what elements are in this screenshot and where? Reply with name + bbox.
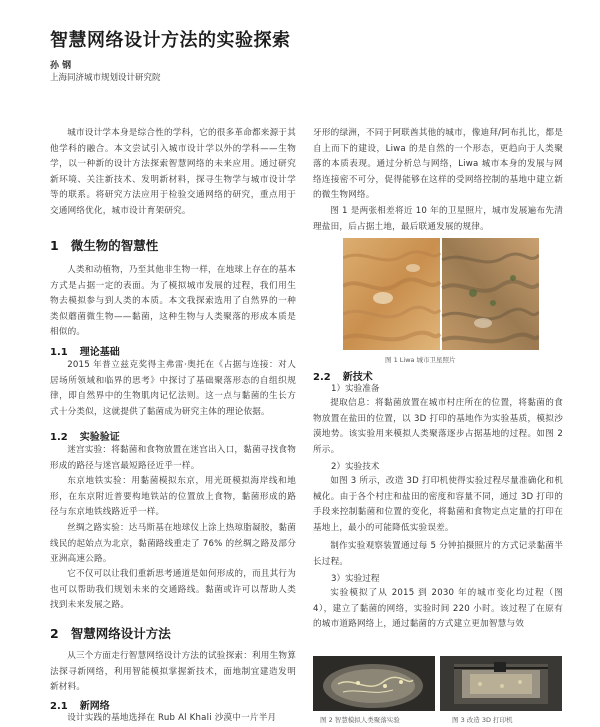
subheading-experiment-tech: 2）实验技术 <box>331 462 380 472</box>
figure-2-photo <box>313 656 435 711</box>
subsection-1-1-paragraph: 2015 年普立兹克奖得主弗雷·奥托在《占据与连接：对人居场所领域和临界的思考》中探讨了基础聚落形态的自组织规律，即自然界中的生物肌肉记忆法则。这一点与黏菌的生长方式十分类似，这就提供了黏菌成为研究主体的理论依据。 <box>50 360 296 417</box>
subsection-title: 实验验证 <box>79 432 120 443</box>
subsection-1-2-heading <box>50 428 120 443</box>
satellite-photo-pair <box>343 238 539 350</box>
modified-3d-printer-photo <box>440 656 562 711</box>
subsection-number: 1.1 <box>50 347 68 358</box>
slime-mold-experiment-photo <box>313 656 435 711</box>
experiment-process-paragraph: 实验模拟了从 2015 到 2030 年的城市变化均过程（图 4），建立了黏菌的网络，实验时间 220 小时。该过程了在原有的城市道路网络上，通过黏菌的方式建立更加智慧与效 <box>313 588 563 630</box>
author-affiliation: 上海同济城市规划设计研究院 <box>50 73 161 83</box>
conclusion-paragraph: 它不仅可以让我们重新思考通道是如何形成的，而且其行为也可以帮助我们规划未来的交通路线。黏菌或许可以帮助人类找到未来发展之路。 <box>50 569 296 611</box>
experiment-prep-paragraph: 提取信息：将黏菌放置在城市村庄所在的位置，将黏菌的食物放置在盐田的位置，以 3D 打印的基地作为实验基质，模拟沙漠地势。该实验用来模拟人类聚落逐步占据基地的过程。如图 2 所示。 <box>313 398 563 455</box>
subsection-title: 新网络 <box>79 701 110 712</box>
subsection-2-1-paragraph: 设计实践的基地选择在 Rub Al Khali 沙漠中一片半月 <box>67 713 277 723</box>
section-1-heading <box>50 236 158 254</box>
section-number: 1 <box>50 238 59 253</box>
subheading-experiment-prep: 1）实验准备 <box>331 384 380 394</box>
section-number: 2 <box>50 626 59 641</box>
author-name: 孙 钢 <box>50 61 72 71</box>
section-1-paragraph: 人类和动植物，乃至其他非生物一样，在地球上存在的基本方式是占据一定的表面。为了模拟城市发展的过程，我们用生物去模拟参与到人类的本质。本文我探索选用了自然界的一种类似蘑菌微生物——黏菌，这种生物与人类聚落的形成本质是相似的。 <box>50 265 296 338</box>
subsection-2-2-heading <box>313 368 373 383</box>
section-2-paragraph: 从三个方面走行智慧网络设计方法的试验探索：利用生物算法探寻新网络，利用智能模拟掌握新技术，面地制宜建造发明新材料。 <box>50 651 296 693</box>
section-2-heading <box>50 624 171 642</box>
subsection-2-1-heading <box>50 697 110 712</box>
section-title: 智慧网络设计方法 <box>70 626 171 641</box>
section-title: 微生物的智慧性 <box>70 238 159 253</box>
liwa-paragraph: 牙形的绿洲，不同于阿联酋其他的城市，像迪拜/阿布扎比，都是自上而下的建设，Liwa 的是自然的一个形态，更趋向于人类聚落的本质表现。通过分析总与网络，Liwa 城市本身的发展与网络连接密不可分，促得能够在这样的受网络控制的基地中建立新的微生物网络。 <box>313 128 563 201</box>
subsection-number: 2.1 <box>50 701 68 712</box>
subsection-number: 2.2 <box>313 372 331 383</box>
maze-experiment-paragraph: 迷宫实验：将黏菌和食物放置在迷宫出入口，黏菌寻找食物形成的路径与迷宫最短路径近乎一样。 <box>50 445 296 471</box>
paper-title: 智慧网络设计方法的实验探索 <box>50 30 291 51</box>
abstract-paragraph: 城市设计学本身是综合性的学科，它的很多革命都来源于其他学科的融合。本文尝试引入城市设计学以外的学科——生物学，以一种新的设计方法探索智慧网络的未来应用。通过研究新环境、关注新技术、发明新材料，探寻生物学与城市设计学等的联系。将研究方法应用于检验交通网络的研究，重点用于交通网络优化，城市设计育架研究。 <box>50 128 296 216</box>
figure-1-intro-paragraph: 图 1 是两张相差将近 10 年的卫星照片，城市发展遍布先清理盐田，后占据土地，最后联通发展的规律。 <box>313 206 563 232</box>
subsection-title: 新技术 <box>342 372 373 383</box>
silk-road-experiment-paragraph: 丝绸之路实验：达马斯基在地球仪上涂上热琼脂凝胶，黏菌线民的起始点为北京，黏菌路线重走了 76% 的丝绸之路及部分亚洲高速公路。 <box>50 523 296 565</box>
figure-3-caption: 图 3 改造 3D 打印机 <box>452 716 513 724</box>
figure-3-photo <box>440 656 562 711</box>
figure-1-caption: 图 1 Liwa 城市卫星照片 <box>385 356 456 364</box>
experiment-tech-paragraph: 如图 3 所示，改造 3D 打印机使得实验过程尽量准确化和机械化。由于各个村庄和盐田的密度和容量不同，通过 3D 打印的手段来控制黏菌和位置的变化，将黏菌和食物定点定量的打印在基地上，最小的可能降低实验误差。 <box>313 476 563 533</box>
tokyo-experiment-paragraph: 东京地铁实验：用黏菌模拟东京，用光斑模拟海岸线和地形，在东京附近普要构地铁站的位置放上食物，黏菌形成的路径与东京地铁线路近乎一样。 <box>50 476 296 518</box>
figure-1-satellite-images <box>343 238 539 350</box>
subheading-experiment-process: 3）实验过程 <box>331 574 380 584</box>
subsection-1-1-heading <box>50 343 120 358</box>
observation-paragraph: 制作实验观察装置通过每 5 分钟拍摄照片的方式记录黏菌半长过程。 <box>313 541 563 567</box>
subsection-title: 理论基础 <box>79 347 120 358</box>
figure-2-caption: 图 2 智慧模拟人类聚落实验 <box>320 716 400 724</box>
subsection-number: 1.2 <box>50 432 68 443</box>
